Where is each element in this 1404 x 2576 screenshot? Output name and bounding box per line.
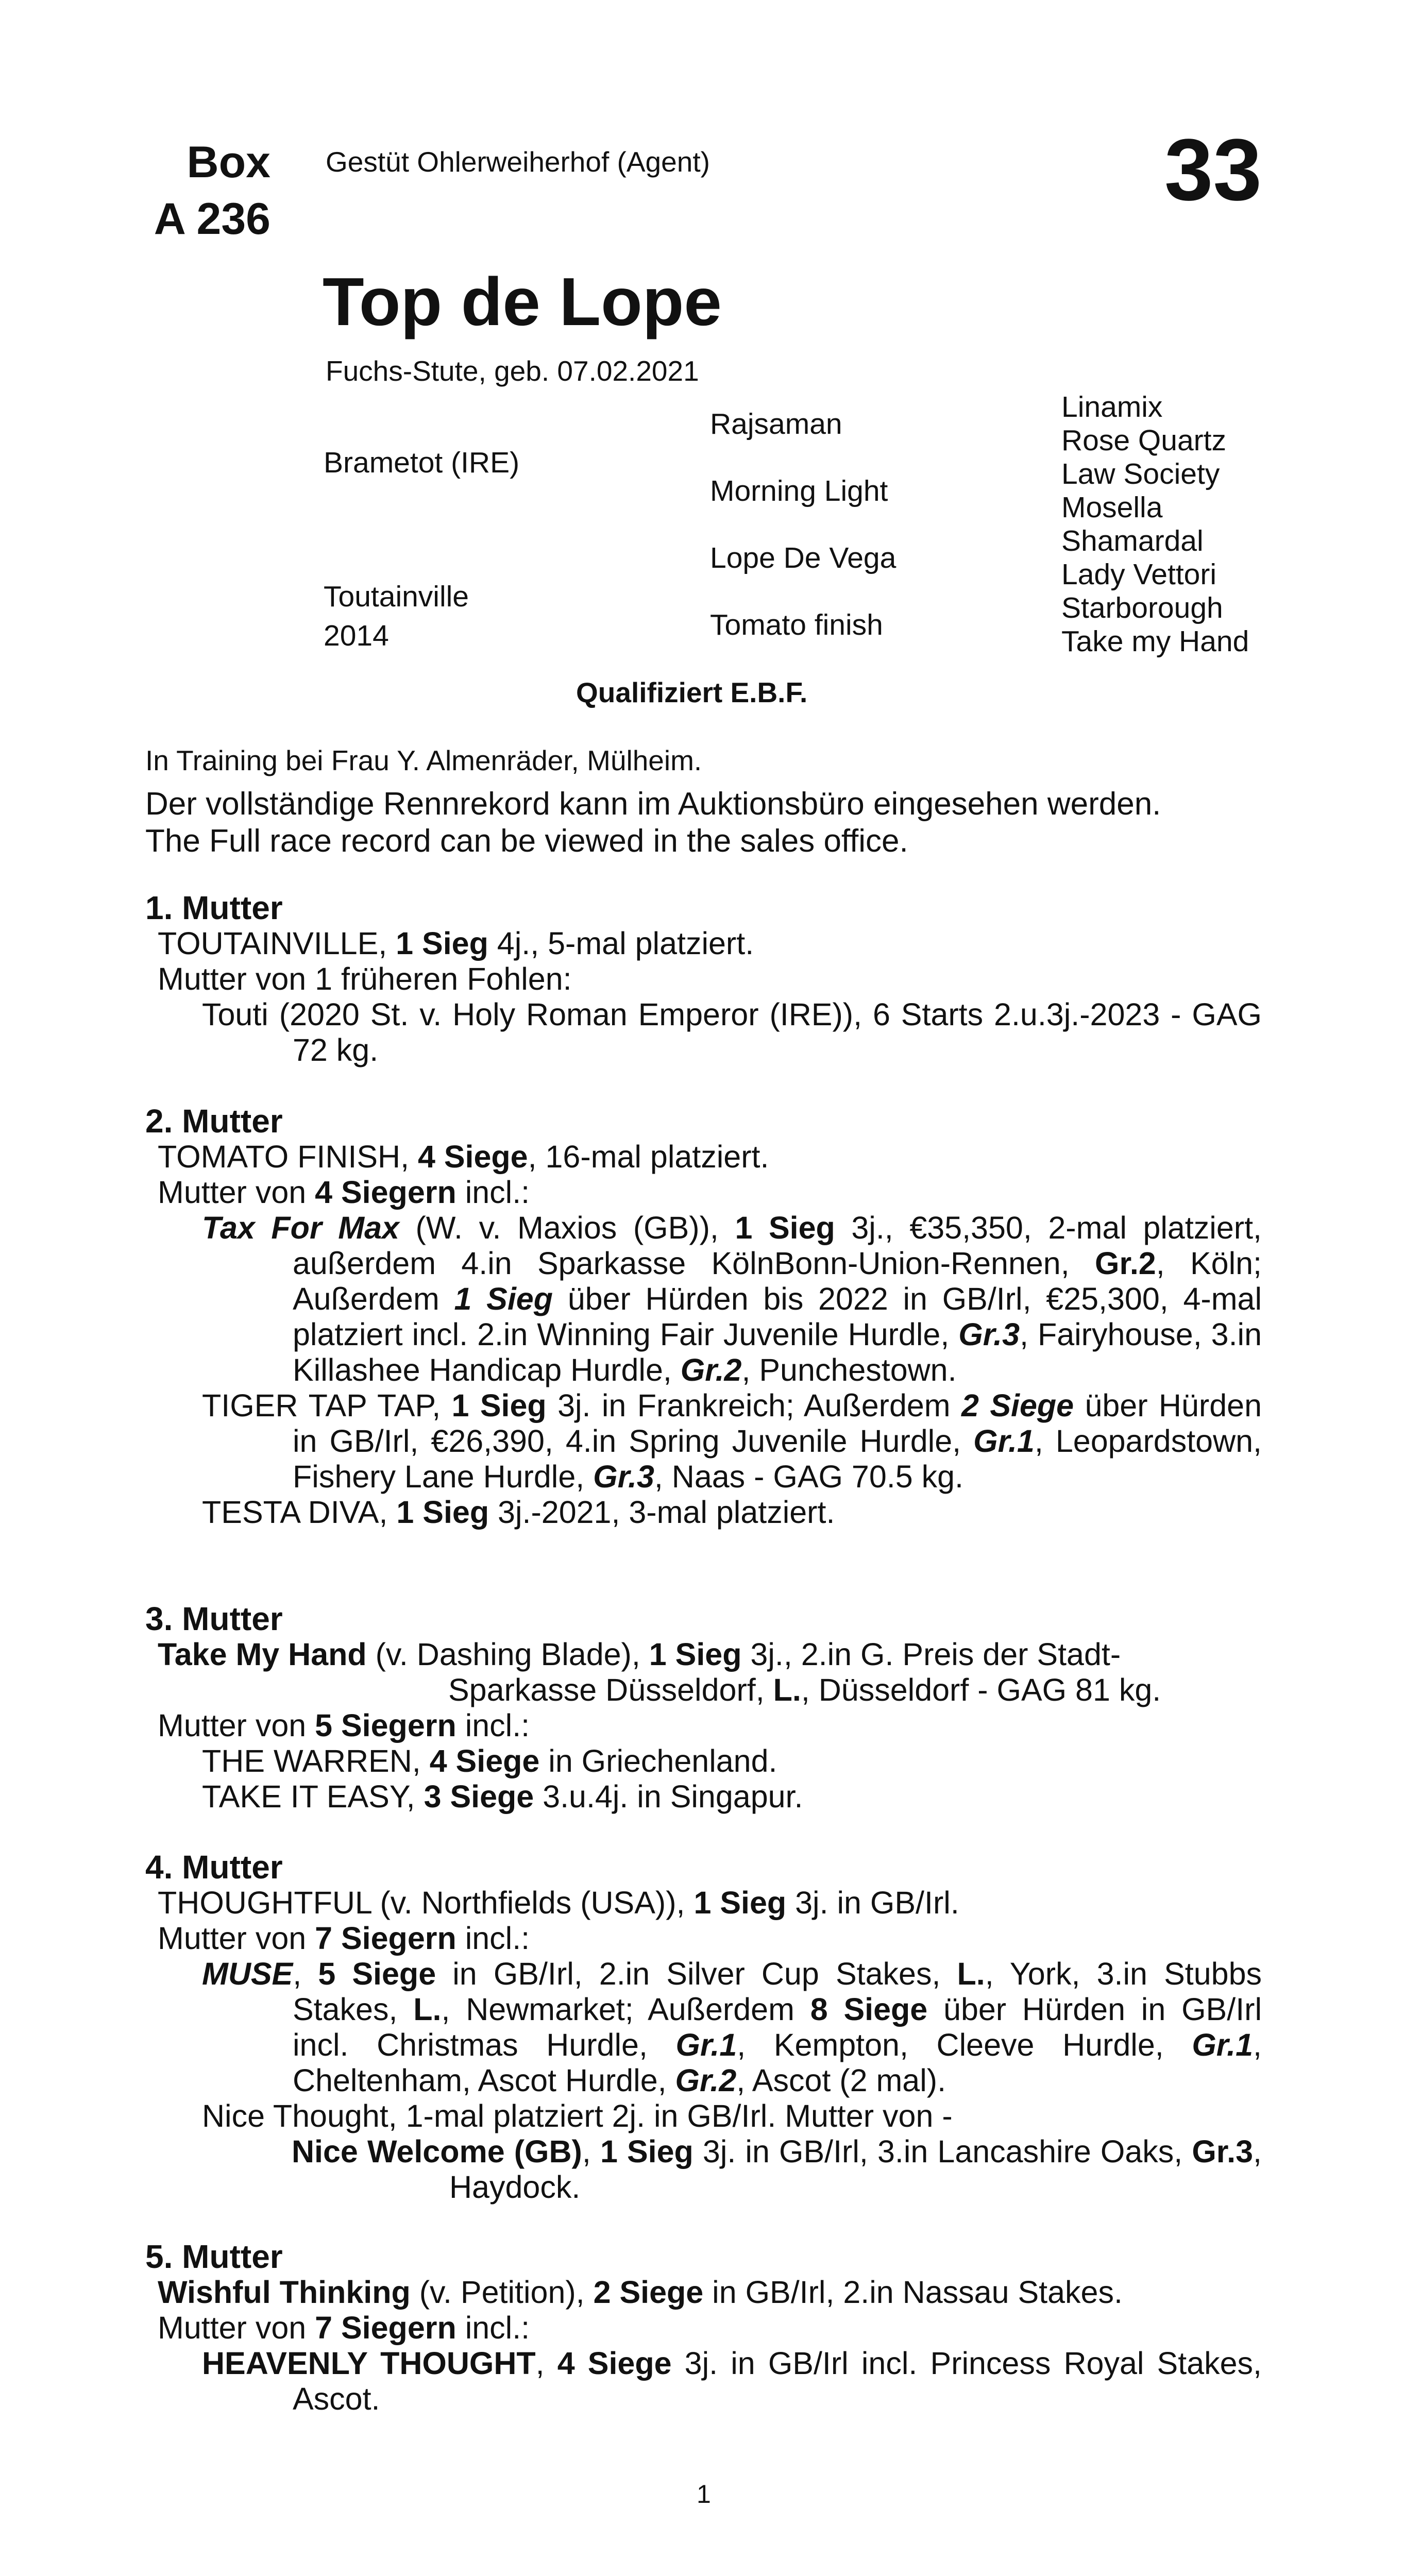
- note-english: The Full race record can be viewed in the sales office.: [145, 823, 908, 859]
- pedigree-dam-year: 2014: [324, 619, 389, 652]
- pedigree-gen3: Law Society: [1061, 457, 1220, 490]
- box-label: Box: [187, 138, 270, 187]
- progeny-entry: Tax For Max (W. v. Maxios (GB)), 1 Sieg 3j., €35,350, 2-mal platziert, außerdem 4.in Sparkasse KölnBonn-Union-Rennen, Gr.2, Köln; Außerdem 1 Sieg über Hürden bis 2022 in GB/Irl, €25,300, 4-mal platziert incl. 2.in Winning Fair Juvenile Hurdle, Gr.3, Fairyhouse, 3.in Killashee Handicap Hurdle, Gr.2, Punchestown.: [202, 1210, 1262, 1387]
- page-number: 1: [697, 2480, 711, 2509]
- pedigree-gen2: Morning Light: [710, 474, 888, 507]
- qualification: Qualifiziert E.B.F.: [576, 676, 808, 708]
- pedigree-gen3: Rose Quartz: [1061, 424, 1226, 457]
- section-mutter-1: [145, 890, 1262, 1068]
- progeny-intro: Mutter von 7 Siegern incl.:: [158, 1921, 530, 1956]
- section-mutter-5: [145, 2239, 1262, 2417]
- progeny-entry: MUSE, 5 Siege in GB/Irl, 2.in Silver Cup Stakes, L., York, 3.in Stubbs Stakes, L., Newmarket; Außerdem 8 Siege über Hürden in GB/Irl incl. Christmas Hurdle, Gr.1, Kempton, Cleeve Hurdle, Gr.1, Cheltenham, Ascot Hurdle, Gr.2, Ascot (2 mal).: [202, 1956, 1262, 2098]
- pedigree-dam: Toutainville: [324, 580, 469, 613]
- pedigree-gen2: Lope De Vega: [710, 541, 896, 574]
- pedigree-gen3: Linamix: [1061, 391, 1163, 423]
- progeny-entry: HEAVENLY THOUGHT, 4 Siege 3j. in GB/Irl incl. Princess Royal Stakes, Ascot.: [202, 2346, 1262, 2416]
- progeny-entry: TESTA DIVA, 1 Sieg 3j.-2021, 3-mal platziert.: [202, 1495, 835, 1530]
- box-number: A 236: [154, 194, 270, 244]
- horse-name: Top de Lope: [323, 264, 722, 340]
- dam-line: Take My Hand (v. Dashing Blade), 1 Sieg 3j., 2.in G. Preis der Stadt-Sparkasse Düsseldorf, L., Düsseldorf - GAG 81 kg.: [158, 1637, 1161, 1707]
- section-mutter-3: [145, 1601, 1262, 1815]
- section-heading: 5. Mutter: [145, 2238, 283, 2275]
- progeny-entry: TAKE IT EASY, 3 Siege 3.u.4j. in Singapur.: [202, 1779, 803, 1814]
- section-mutter-4: [145, 1850, 1262, 2205]
- dam-line: Wishful Thinking (v. Petition), 2 Siege in GB/Irl, 2.in Nassau Stakes.: [158, 2275, 1123, 2310]
- section-heading: 2. Mutter: [145, 1103, 283, 1140]
- section-heading: 4. Mutter: [145, 1849, 283, 1886]
- note-german: Der vollständige Rennrekord kann im Auktionsbüro eingesehen werden.: [145, 786, 1161, 822]
- progeny-intro: Mutter von 7 Siegern incl.:: [158, 2310, 530, 2345]
- training-info: In Training bei Frau Y. Almenräder, Mülheim.: [145, 744, 702, 776]
- progeny-entry: TIGER TAP TAP, 1 Sieg 3j. in Frankreich; Außerdem 2 Siege über Hürden in GB/Irl, €26,390, 4.in Spring Juvenile Hurdle, Gr.1, Leopardstown, Fishery Lane Hurdle, Gr.3, Naas - GAG 70.5 kg.: [202, 1388, 1262, 1494]
- consignor: Gestüt Ohlerweiherhof (Agent): [326, 146, 710, 178]
- pedigree-gen2: Tomato finish: [710, 608, 883, 641]
- progeny-intro: Mutter von 5 Siegern incl.:: [158, 1708, 530, 1743]
- section-heading: 3. Mutter: [145, 1600, 283, 1637]
- pedigree-gen3: Take my Hand: [1061, 625, 1249, 658]
- progeny-entry: Nice Thought, 1-mal platziert 2j. in GB/Irl. Mutter von -: [202, 2098, 953, 2133]
- progeny-intro: Mutter von 4 Siegern incl.:: [158, 1175, 530, 1210]
- dam-line: THOUGHTFUL (v. Northfields (USA)), 1 Sieg 3j. in GB/Irl.: [158, 1885, 959, 1920]
- progeny-intro: Mutter von 1 früheren Fohlen:: [158, 961, 572, 996]
- horse-description: Fuchs-Stute, geb. 07.02.2021: [326, 355, 699, 387]
- progeny-entry: Touti (2020 St. v. Holy Roman Emperor (IRE)), 6 Starts 2.u.3j.-2023 - GAG 72 kg.: [202, 997, 1262, 1067]
- pedigree-sire: Brametot (IRE): [324, 446, 520, 479]
- pedigree-gen3: Shamardal: [1061, 524, 1204, 557]
- grandprogeny-entry: Nice Welcome (GB), 1 Sieg 3j. in GB/Irl, 3.in Lancashire Oaks, Gr.3, Haydock.: [292, 2134, 1262, 2205]
- pedigree-gen2: Rajsaman: [710, 408, 842, 440]
- dam-line: TOUTAINVILLE, 1 Sieg 4j., 5-mal platziert.: [158, 926, 754, 961]
- section-heading: 1. Mutter: [145, 889, 283, 926]
- section-mutter-2: [145, 1104, 1262, 1530]
- pedigree-gen3: Starborough: [1061, 591, 1223, 624]
- pedigree-gen3: Lady Vettori: [1061, 558, 1217, 591]
- progeny-entry: THE WARREN, 4 Siege in Griechenland.: [202, 1743, 777, 1778]
- pedigree-gen3: Mosella: [1061, 491, 1163, 524]
- lot-number: 33: [1164, 121, 1262, 219]
- dam-line: TOMATO FINISH, 4 Siege, 16-mal platziert.: [158, 1139, 769, 1174]
